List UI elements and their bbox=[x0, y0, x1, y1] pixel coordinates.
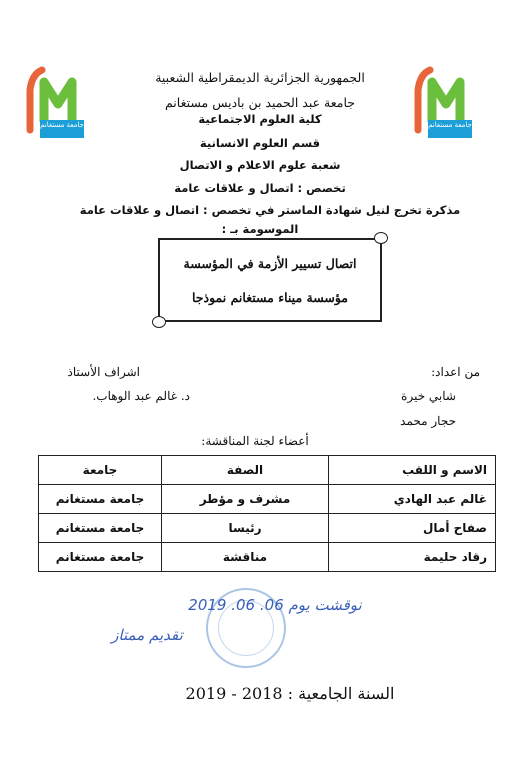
titled-label: الموسومة بـ : bbox=[221, 222, 299, 236]
committee-table bbox=[38, 455, 496, 572]
branch-name: شعبة علوم الاعلام و الاتصال bbox=[179, 158, 341, 172]
member-role: مناقشة bbox=[162, 543, 329, 572]
university-logo-right bbox=[410, 60, 476, 144]
student-name-2: حجار محمد bbox=[400, 414, 456, 428]
supervisor-name: د. غالم عبد الوهاب. bbox=[92, 389, 190, 403]
supervision-label: اشراف الأستاذ bbox=[67, 365, 140, 379]
academic-year: السنة الجامعية : 2018 - 2019 bbox=[185, 684, 395, 703]
logo-right-caption: جامعة مستغانم bbox=[428, 121, 472, 129]
title-banner bbox=[158, 238, 382, 322]
faculty-name: كلية العلوم الاجتماعية bbox=[198, 112, 322, 126]
prepared-by-label: من اعداد: bbox=[431, 365, 480, 379]
member-university: جامعة مستغانم bbox=[39, 485, 162, 514]
student-name-1: شابي خيرة bbox=[401, 389, 456, 403]
table-row bbox=[39, 514, 496, 543]
university-name: جامعة عبد الحميد بن باديس مستغانم bbox=[164, 95, 356, 110]
member-name: غالم عبد الهادي bbox=[329, 485, 496, 514]
handwritten-note: تقديم ممتاز bbox=[111, 626, 183, 644]
header-university: جامعة bbox=[39, 456, 162, 485]
member-university: جامعة مستغانم bbox=[39, 514, 162, 543]
member-university: جامعة مستغانم bbox=[39, 543, 162, 572]
member-role: مشرف و مؤطر bbox=[162, 485, 329, 514]
table-row bbox=[39, 543, 496, 572]
member-role: رئيسا bbox=[162, 514, 329, 543]
member-name: صفاح أمال bbox=[329, 514, 496, 543]
university-logo-left bbox=[22, 60, 88, 144]
header-name: الاسم و اللقب bbox=[329, 456, 496, 485]
banner-line-2: مؤسسة ميناء مستغانم نموذجا bbox=[192, 290, 348, 305]
member-name: رقاد حليمة bbox=[329, 543, 496, 572]
handwritten-date: نوقشت يوم 06. 06. 2019 bbox=[188, 596, 362, 614]
header-role: الصفة bbox=[162, 456, 329, 485]
republic-title: الجمهورية الجزائرية الديمقراطية الشعبية bbox=[155, 70, 365, 85]
thesis-note: مذكرة تخرج لنيل شهادة الماستر في تخصص : اتصال و علاقات عامة bbox=[79, 203, 461, 217]
specialty-name: تخصص : اتصال و علاقات عامة bbox=[174, 181, 346, 195]
logo-left-caption: جامعة مستغانم bbox=[40, 121, 84, 129]
table-row bbox=[39, 485, 496, 514]
department-name: قسم العلوم الانسانية bbox=[199, 136, 321, 150]
banner-line-1: اتصال تسيير الأزمة في المؤسسة bbox=[183, 256, 357, 271]
table-header-row bbox=[39, 456, 496, 485]
committee-label: أعضاء لجنة المناقشة: bbox=[201, 434, 309, 448]
